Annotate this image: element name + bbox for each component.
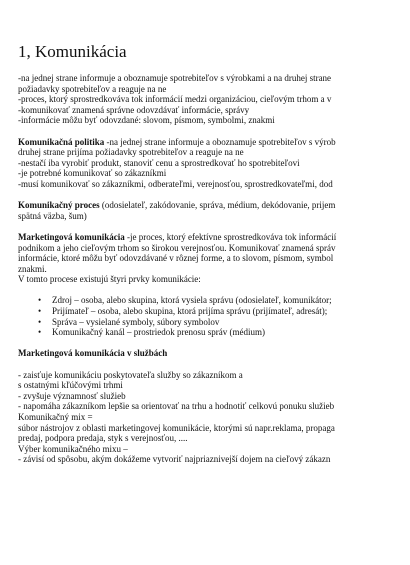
page-title: 1, Komunikácia xyxy=(18,42,127,61)
intro-line: -komunikovať znamená správne odovzdávať informácie, správy xyxy=(18,104,250,115)
policy-first-line xyxy=(18,137,410,148)
services-line: s ostatnými kľúčovými trhmi xyxy=(18,380,123,391)
services-line: Výber komunikačného mixu – xyxy=(18,443,128,454)
services-line: - zvyšuje významnosť služieb xyxy=(18,390,126,401)
intro-line: -informácie môžu byť odovzdané: slovom, písmom, symbolmi, znakmi xyxy=(18,115,275,126)
policy-line: druhej strane prijíma požiadavky spotrebiteľov a reaguje na ne xyxy=(18,147,244,158)
services-line: predaj, podpora predaja, styk s verejnosťou, .... xyxy=(18,433,188,444)
marketing-first-line xyxy=(18,232,410,243)
intro-line: -proces, ktorý sprostredkováva tok informácií medzi organizáciou, cieľovým trhom a v xyxy=(18,94,332,105)
services-heading: Marketingová komunikácia v službách xyxy=(18,348,168,359)
document-body xyxy=(18,73,410,465)
services-line: súbor nástrojov z oblasti marketingovej komunikácie, ktorými sú napr.reklama, propaga xyxy=(18,422,335,433)
policy-line: -je potrebné komunikovať so zákazníkmi xyxy=(18,168,167,179)
policy-text: -na jednej strane informuje a oboznamuje spotrebiteľov s výrob xyxy=(104,136,336,147)
process-line: spätná väzba, šum) xyxy=(18,210,87,221)
spacer xyxy=(18,285,410,296)
marketing-line: informácie, ktoré môžu byť odovzdávané v rôznej forme, a to slovom, písmom, symbol xyxy=(18,253,334,264)
marketing-text: -je proces, ktorý efektívne sprostredkováva tok informácií xyxy=(124,231,337,242)
spacer xyxy=(18,126,410,137)
services-line: - závisí od spôsobu, akým dokážeme vytvoriť najpriaznivejší dojem na cieľový zákazn xyxy=(18,454,331,465)
spacer xyxy=(18,338,410,349)
list-item: • Zdroj – osoba, alebo skupina, ktorá vysiela správu (odosielateľ, komunikátor; xyxy=(18,295,410,306)
policy-heading: Komunikačná politika xyxy=(18,136,105,147)
spacer xyxy=(18,359,410,370)
process-first-line xyxy=(18,200,410,211)
marketing-line: V tomto procese existujú štyri prvky komunikácie: xyxy=(18,274,201,285)
spacer xyxy=(18,190,410,201)
policy-line: -nestačí iba vyrobiť produkt, stanoviť cenu a sprostredkovať ho spotrebiteľovi xyxy=(18,157,300,168)
marketing-line: podnikom a jeho cieľovým trhom so širokou verejnosťou. Komunikovať znamená správ xyxy=(18,242,336,253)
services-line: - napomáha zákazníkom lepšie sa orientovať na trhu a hodnotiť celkovú ponuku služieb xyxy=(18,401,335,412)
spacer xyxy=(18,221,410,232)
policy-line: -musí komunikovať so zákazníkmi, odberateľmi, verejnosťou, sprostredkovateľmi, dod xyxy=(18,178,333,189)
process-text: (odosielateľ, zakódovanie, správa, médium, dekódovanie, prijem xyxy=(99,200,336,211)
list-item: • Správa – vysielané symboly, súbory symbolov xyxy=(18,317,410,328)
intro-line: požiadavky spotrebiteľov a reaguje na ne xyxy=(18,83,167,94)
services-line: - zaisťuje komunikáciu poskytovateľa služby so zákazníkom a xyxy=(18,369,243,380)
communication-elements-list xyxy=(18,295,410,337)
process-heading: Komunikačný proces xyxy=(18,200,100,211)
list-item: • Komunikačný kanál – prostriedok prenosu správ (médium) xyxy=(18,327,410,338)
intro-line: -na jednej strane informuje a oboznamuje spotrebiteľov s výrobkami a na druhej strane xyxy=(18,73,332,83)
marketing-heading: Marketingová komunikácia xyxy=(18,231,125,242)
marketing-line: znakmi. xyxy=(18,263,47,274)
services-line: Komunikačný mix = xyxy=(18,412,93,422)
list-item: • Prijímateľ – osoba, alebo skupina, ktorá prijíma správu (prijímateľ, adresát); xyxy=(18,306,410,317)
